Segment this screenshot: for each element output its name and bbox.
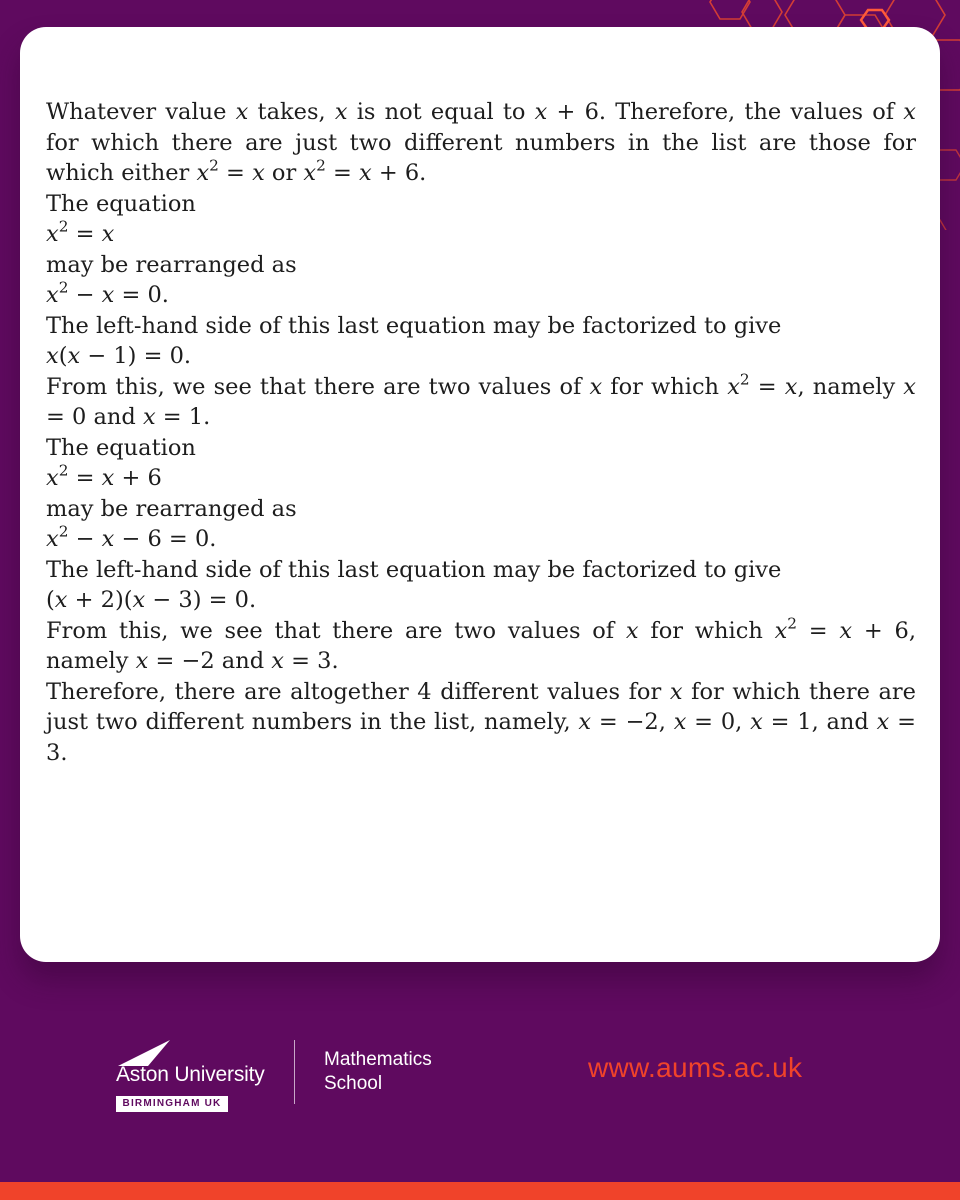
bottom-accent-bar (0, 1182, 960, 1200)
var: x (135, 648, 149, 674)
text: + 6. Therefore, the values of (547, 99, 904, 125)
text: Whatever value (46, 99, 236, 125)
text: ( (58, 343, 68, 369)
text: = 3. (283, 648, 339, 674)
solution-card (20, 27, 940, 962)
var: x (784, 373, 798, 400)
var: x (669, 678, 683, 705)
text: + 6 (114, 465, 162, 491)
text: = 0, (686, 709, 751, 735)
text: + 6. (371, 160, 427, 186)
var: x (101, 221, 115, 247)
var: x (235, 99, 249, 125)
text: − 1) = 0. (80, 343, 192, 369)
var: x (46, 343, 59, 369)
text: = (797, 617, 840, 644)
solution-text (46, 97, 916, 768)
text: = 1. (155, 404, 211, 430)
var: x (46, 465, 59, 491)
text: − 3) = 0. (145, 587, 257, 613)
text: = 3. (46, 709, 916, 766)
school-line-2: School (324, 1073, 383, 1094)
exponent: 2 (58, 278, 69, 297)
var: x (625, 617, 639, 644)
var: x (727, 373, 740, 400)
text: = (749, 373, 785, 400)
paragraph-conclusion (46, 677, 916, 769)
var: x (46, 282, 59, 308)
text: = 0 and (46, 404, 143, 430)
exponent: 2 (787, 614, 798, 633)
footer-divider (294, 1040, 295, 1104)
text: From this, we see that there are two values of (46, 617, 626, 644)
var: x (271, 648, 284, 674)
text: = (325, 160, 359, 186)
footer (0, 1030, 960, 1120)
exponent: 2 (316, 156, 326, 175)
text: = (218, 160, 253, 186)
text: From this, we see that there are two values of (46, 373, 590, 400)
var: x (196, 160, 210, 186)
var: x (101, 526, 115, 552)
university-location: BIRMINGHAM UK (116, 1096, 228, 1112)
rearrange-text-1: may be rearranged as (46, 251, 297, 278)
var: x (534, 99, 548, 125)
text: − 6 = 0. (114, 526, 217, 552)
text: is not equal to (347, 99, 535, 125)
var: x (101, 465, 115, 491)
equation-4 (46, 463, 916, 494)
var: x (839, 617, 853, 644)
equation-1 (46, 219, 916, 250)
text: = 1, and (762, 709, 877, 735)
university-name: Aston University (116, 1063, 265, 1086)
factorize-text-2: The left-hand side of this last equation may be factorized to give (46, 556, 782, 583)
aston-university-logo[interactable] (112, 1040, 272, 1120)
text: = −2 and (148, 648, 272, 674)
rearrange-text-2: may be rearranged as (46, 495, 297, 522)
var: x (142, 404, 156, 430)
text: Therefore, there are altogether 4 different values for (46, 678, 670, 705)
var: x (252, 160, 265, 186)
var: x (54, 587, 68, 613)
equation-intro-2: The equation (46, 434, 196, 461)
var: x (132, 587, 146, 613)
text: for which there are just two different numbers in the list, namely, (46, 678, 916, 735)
exponent: 2 (209, 156, 219, 175)
var: x (359, 160, 372, 186)
school-name (324, 1048, 432, 1096)
text: = (68, 465, 102, 491)
text: for which (638, 617, 775, 644)
website-link[interactable]: www.aums.ac.uk (588, 1052, 803, 1083)
var: x (303, 160, 317, 186)
equation-2 (46, 280, 916, 311)
text: takes, (248, 99, 335, 125)
paragraph-intro (46, 97, 916, 189)
var: x (578, 709, 592, 735)
equation-6 (46, 585, 916, 616)
var: x (67, 343, 81, 369)
text: − (68, 282, 102, 308)
text: for which (602, 373, 728, 400)
factorize-text-1: The left-hand side of this last equation may be factorized to give (46, 312, 782, 339)
exponent: 2 (739, 370, 750, 389)
exponent: 2 (58, 522, 69, 541)
var: x (876, 709, 890, 735)
var: x (903, 99, 916, 125)
text: for which there are just two different numbers in the list are those for which either (46, 129, 916, 186)
var: x (101, 282, 115, 308)
var: x (589, 373, 603, 400)
paragraph-result-1 (46, 372, 916, 433)
exponent: 2 (58, 217, 69, 236)
var: x (334, 99, 348, 125)
paragraph-result-2 (46, 616, 916, 677)
school-line-1: Mathematics (324, 1049, 432, 1070)
var: x (903, 373, 916, 400)
equation-5 (46, 524, 916, 555)
text: + 2)( (67, 587, 133, 613)
var: x (46, 221, 59, 247)
var: x (673, 709, 687, 735)
text: or (264, 160, 304, 186)
var: x (774, 617, 788, 644)
text: − (68, 526, 102, 552)
text: = 0. (114, 282, 169, 308)
equation-3 (46, 341, 916, 372)
text: ( (46, 587, 55, 613)
text: = −2, (591, 709, 674, 735)
text: + 6, namely (46, 617, 916, 674)
equation-intro-1: The equation (46, 190, 196, 217)
exponent: 2 (58, 461, 69, 480)
text: , namely (797, 373, 904, 400)
var: x (750, 709, 763, 735)
text: = (68, 221, 102, 247)
var: x (46, 526, 59, 552)
